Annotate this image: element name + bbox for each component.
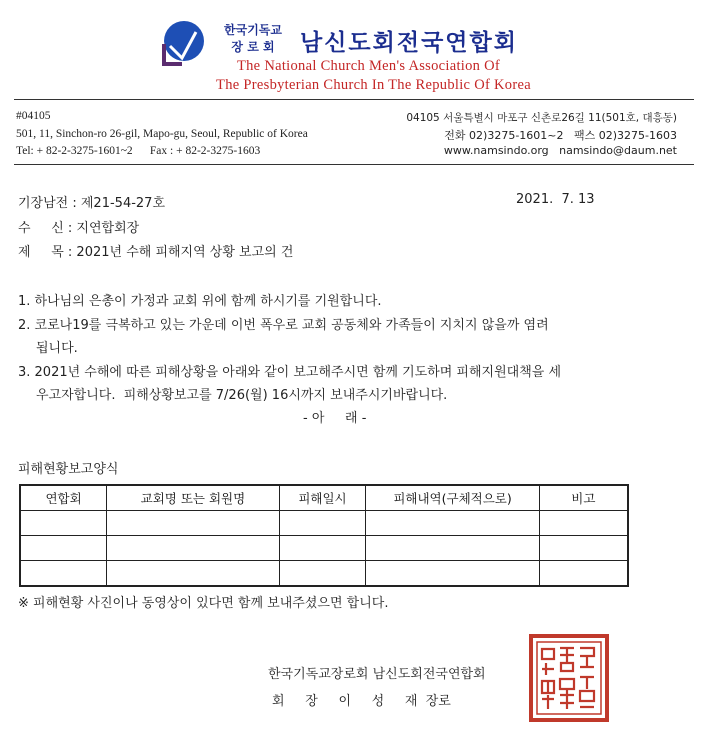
- header-union: 연합회: [20, 485, 107, 511]
- table-cell[interactable]: [107, 536, 279, 561]
- table-cell[interactable]: [107, 561, 279, 587]
- tel-fax-ko: 전화 02)3275-1601~2 팩스 02)3275-1603: [444, 129, 677, 142]
- table-cell[interactable]: [279, 561, 366, 587]
- sender-organization: 한국기독교장로회 남신도회전국연합회: [268, 667, 486, 682]
- table-cell[interactable]: [279, 511, 366, 536]
- header-divider-bottom: [14, 164, 694, 165]
- document-number: 기장남전 : 제21-54-27호: [18, 196, 166, 211]
- header-remarks: 비고: [539, 485, 628, 511]
- form-note: ※ 피해현황 사진이나 동영상이 있다면 함께 보내주셨으면 합니다.: [18, 596, 389, 611]
- subject: 제 목 : 2021년 수해 피해지역 상황 보고의 건: [18, 245, 294, 260]
- table-cell[interactable]: [107, 511, 279, 536]
- header-church-or-member: 교회명 또는 회원명: [107, 485, 279, 511]
- address-en: 501, 11, Sinchon-ro 26-gil, Mapo-gu, Seoul, Republic of Korea: [16, 128, 308, 140]
- table-cell[interactable]: [279, 536, 366, 561]
- table-cell[interactable]: [539, 511, 628, 536]
- damage-report-table: [19, 484, 629, 587]
- table-row: [20, 536, 628, 561]
- table-cell[interactable]: [539, 561, 628, 587]
- table-cell[interactable]: [539, 536, 628, 561]
- table-cell[interactable]: [20, 511, 107, 536]
- address-ko: 04105 서울특별시 마포구 신촌로26길 11(501호, 대흥동): [406, 112, 677, 124]
- table-row: [20, 511, 628, 536]
- body-item-2-line2: 됩니다.: [36, 341, 78, 356]
- org-name-english-line1: The National Church Men's Association Of: [236, 58, 501, 74]
- header-damage-date: 피해일시: [279, 485, 366, 511]
- org-name-main: 남신도회전국연합회: [300, 29, 518, 56]
- org-name-small-line2: 장 로 회: [231, 40, 275, 54]
- postal-code-en: #04105: [16, 110, 51, 122]
- form-title: 피해현황보고양식: [18, 462, 119, 477]
- org-name-small-line1: 한국기독교: [224, 23, 282, 37]
- web-email[interactable]: www.namsindo.org namsindo@daum.net: [443, 144, 677, 157]
- table-header-row: [20, 485, 628, 511]
- org-name-small: [218, 22, 288, 56]
- body-item-2-line1: 2. 코로나19를 극복하고 있는 가운데 이번 폭우로 교회 공동체와 가족들이 지치지 않을까 염려: [18, 318, 549, 333]
- table-cell[interactable]: [20, 536, 107, 561]
- official-seal-icon: [528, 633, 610, 723]
- table-cell[interactable]: [20, 561, 107, 587]
- body-item-3-line2: 우고자합니다. 피해상황보고를 7/26(월) 16시까지 보내주시기바랍니다.: [36, 388, 448, 403]
- tel-fax-en: Tel: + 82-2-3275-1601~2 Fax : + 82-2-3275-1603: [16, 145, 261, 157]
- header-damage-details: 피해내역(구체적으로): [366, 485, 539, 511]
- body-item-1: 1. 하나님의 은총이 가정과 교회 위에 함께 하시기를 기원합니다.: [18, 294, 382, 309]
- sender-president: 회 장 이 성 재 장로: [272, 694, 451, 709]
- table-cell[interactable]: [366, 511, 539, 536]
- table-row: [20, 561, 628, 587]
- body-item-3-line1: 3. 2021년 수해에 따른 피해상황을 아래와 같이 보고해주시면 함께 기도하며 피해지원대책을 세: [18, 365, 562, 380]
- below-heading: - 아 래 -: [303, 411, 367, 426]
- header-divider-top: [14, 99, 694, 100]
- recipient: 수 신 : 지연합회장: [18, 221, 140, 236]
- table-cell[interactable]: [366, 561, 539, 587]
- org-name-english-line2: The Presbyterian Church In The Republic Of Korea: [216, 77, 531, 93]
- table-cell[interactable]: [366, 536, 539, 561]
- document-date: 2021. 7. 13: [516, 192, 595, 207]
